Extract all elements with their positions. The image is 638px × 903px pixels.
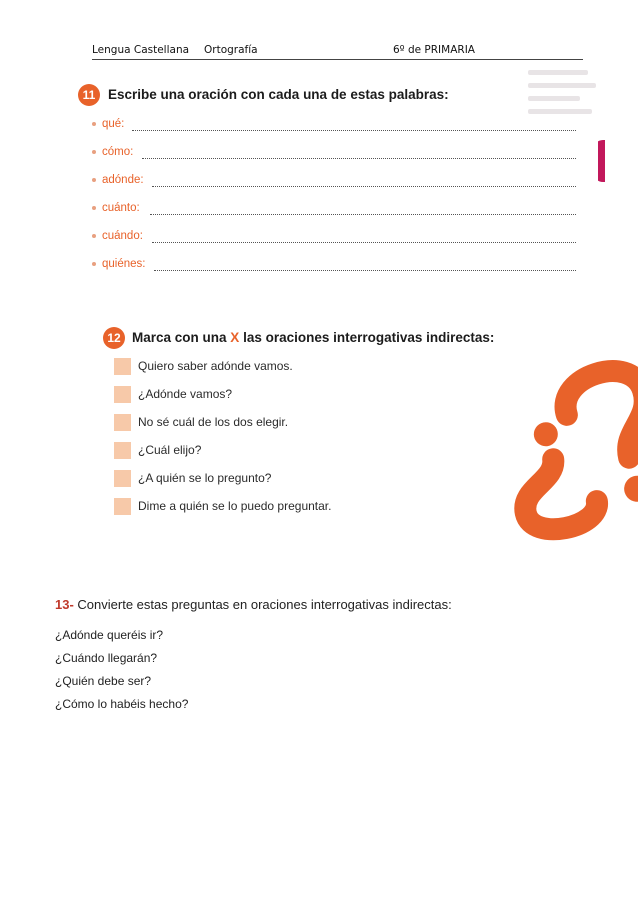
option-checkbox[interactable]: [114, 386, 131, 403]
word-row: [92, 118, 576, 134]
page-header: [92, 42, 583, 60]
word-label: qué:: [102, 118, 125, 130]
header-subject: Lengua Castellana: [92, 44, 190, 56]
question-marks-illustration: [498, 342, 638, 542]
option-text: No sé cuál de los dos elegir.: [138, 415, 289, 429]
bullet-icon: [92, 206, 96, 210]
exercise-13-title: [55, 597, 452, 612]
question-item: ¿Cómo lo habéis hecho?: [55, 697, 189, 711]
answer-line[interactable]: [152, 186, 576, 187]
bullet-icon: [92, 234, 96, 238]
word-row: [92, 202, 576, 218]
option-checkbox[interactable]: [114, 414, 131, 431]
header-topic: Ortografía: [204, 44, 258, 56]
word-row: [92, 174, 576, 190]
word-row: [92, 258, 576, 274]
bullet-icon: [92, 150, 96, 154]
word-label: quiénes:: [102, 258, 146, 270]
answer-line[interactable]: [132, 130, 576, 131]
word-row: [92, 146, 576, 162]
option-text: ¿Cuál elijo?: [138, 443, 202, 457]
answer-line[interactable]: [142, 158, 576, 159]
word-label: cuándo:: [102, 230, 143, 242]
word-label: cómo:: [102, 146, 134, 158]
question-item: ¿Adónde queréis ir?: [55, 628, 164, 642]
x-mark: X: [230, 330, 240, 345]
bleed-through-text: [528, 70, 598, 122]
option-checkbox[interactable]: [114, 358, 131, 375]
question-item: ¿Cuándo llegarán?: [55, 651, 158, 665]
inverted-question-mark-icon: [508, 415, 601, 536]
word-label: cuánto:: [102, 202, 140, 214]
bullet-icon: [92, 262, 96, 266]
exercise-11-title: Escribe una oración con cada una de estas palabras:: [108, 87, 449, 102]
textbook-scan: [78, 62, 598, 542]
option-checkbox[interactable]: [114, 442, 131, 459]
exercise-12-title: [132, 330, 494, 345]
exercise-12-title-before: Marca con una: [132, 330, 227, 345]
exercise-13-number: 13-: [55, 597, 74, 612]
exercise-12-title-after: las oraciones interrogativas indirectas:: [243, 330, 495, 345]
option-text: Dime a quién se lo puedo preguntar.: [138, 499, 332, 513]
answer-line[interactable]: [152, 242, 576, 243]
option-text: Quiero saber adónde vamos.: [138, 359, 293, 373]
exercise-12-badge: 12: [103, 327, 125, 349]
header-level: 6º de PRIMARIA: [393, 44, 475, 56]
option-checkbox[interactable]: [114, 498, 131, 515]
option-checkbox[interactable]: [114, 470, 131, 487]
option-text: ¿A quién se lo pregunto?: [138, 471, 272, 485]
bullet-icon: [92, 122, 96, 126]
word-label: adónde:: [102, 174, 144, 186]
exercise-11-badge: 11: [78, 84, 100, 106]
bullet-icon: [92, 178, 96, 182]
question-item: ¿Quién debe ser?: [55, 674, 152, 688]
answer-line[interactable]: [150, 214, 576, 215]
exercise-13-instruction: Convierte estas preguntas en oraciones interrogativas indirectas:: [77, 597, 452, 612]
option-text: ¿Adónde vamos?: [138, 387, 233, 401]
answer-line[interactable]: [154, 270, 576, 271]
word-row: [92, 230, 576, 246]
